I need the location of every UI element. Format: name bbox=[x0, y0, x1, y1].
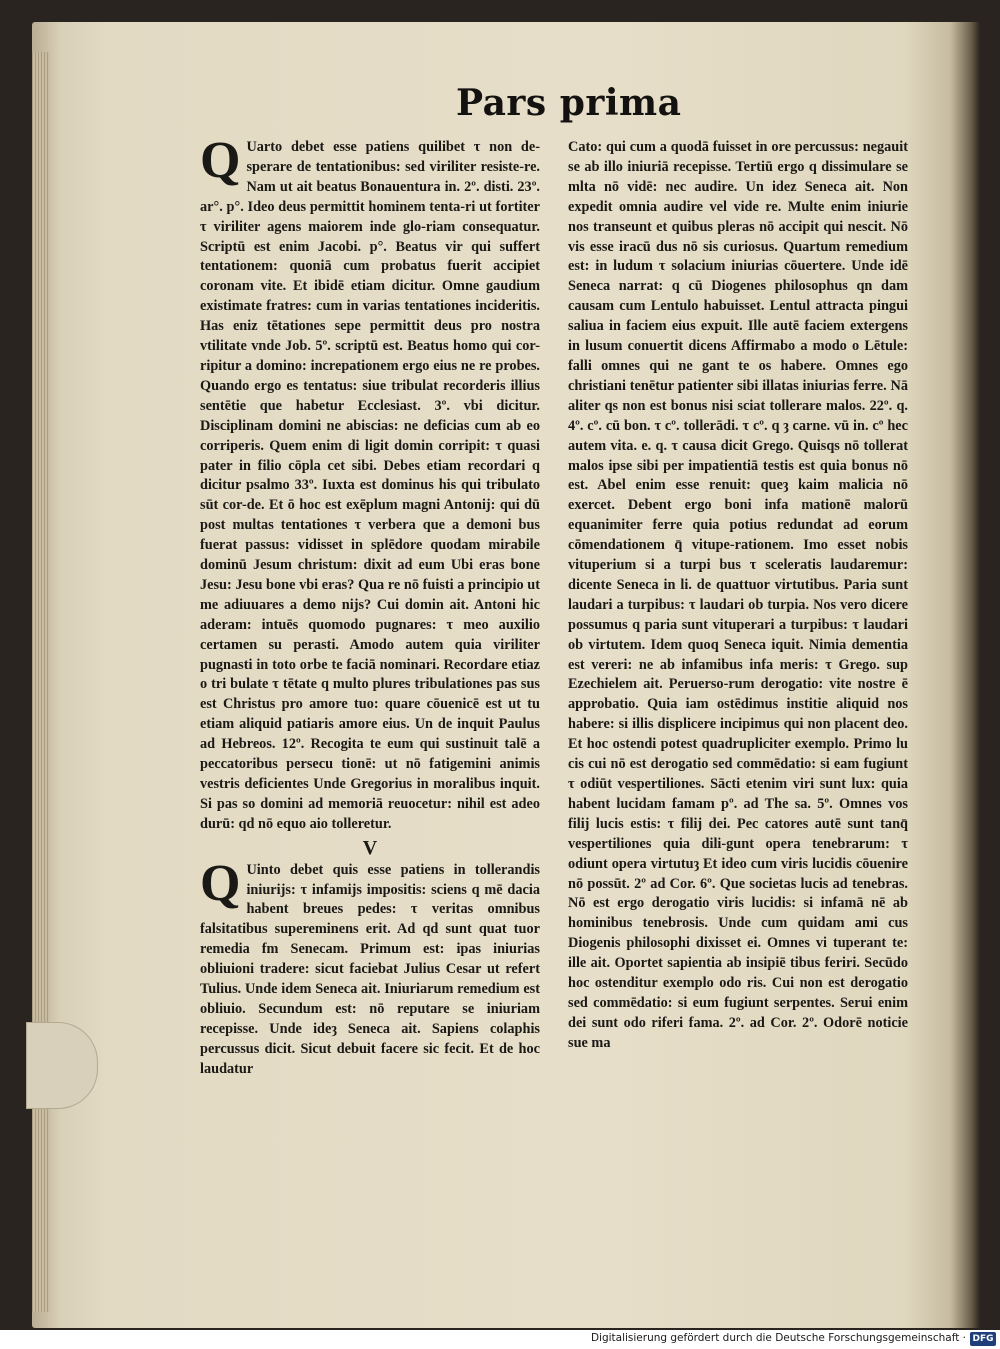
initial-letter: Q bbox=[200, 132, 241, 189]
right-column-text: Cato: qui cum a quodā fuisset in ore percussus: negauit se ab illo iniuriā recepisse. Tertiū ergo q dissimulare se mlta nō vidē: nec audire. Un idez Seneca ait. Non expedit omnia audire vel vide re. Multe enim iniurie nos transeunt et quibus pleras nō accipit qui nescit. Nō vis esse iracū dus nō sis curiosus. Quartum remedium est: in ludum τ solacium iniurias cōuertere. Unde idē Seneca narrat: q cū Diogenes philosophus qn dam causam cum Lentulo habuisset. Lentul attracta pingui saliua in faciem eius expuit. Ille autē faciem extergens in lusum conuertit dicens Affirmabo a modo o Lētule: falli omnes qui ne gant te os habere. Omnes ego christiani tenētur patienter sibi illatas iniurias ferre. Nā aliter qs non est bonus nisi sciat tollerare malos. 22º. q. 4º. cº. cū bon. τ cº. tollerādi. τ cº. q ȝ carne. vū in. cº hec autem vita. e. q. τ causa dicit Grego. Quisqs nō tollerat malos ipse sibi per impatientiā testis est quia bonus nō est. Abel enim esse renuit: queȝ kaim malicia nō exercet. Debent ergo boni infa mationē malorū equanimiter ferre quia potius redundat ad eorum cōmendationem q̄ vitupe-rationem. Imo esset nobis vituperium si a turpi bus τ sceleratis laudaremur: dicente Seneca in li. de quattuor virtutibus. Paria sunt laudari a turpibus: τ laudari ob turpia. Nos vero dicere possumus q paria sunt vituperari a turpibus: τ laudari ob virtutem. Idem quoq Seneca iquit. Nimia dementia est vereri: ne ab infamibus infa meris: τ Grego. sup Ezechielem ait. Peruerso-rum derogatio: vite nostre ē approbatio. Quia iam ostēdimus institie aliquid nos habere: si illis displicere incipimus qui non placent deo. Et hoc ostendi potest quadrupliciter exemplo. Primo lu cis cui nō est derogatio sed commēdatio: si eam fugiunt τ odiūt vespertiliones. Sācti etenim viri sunt lux: quia habent lucidam famam pº. ad The sa. 5º. Omnes vos filij lucis estis: τ filij dei. Pec catores autē sunt tanq̄ vespertiliones quia dili-gunt opera tenebrarum: τ odiunt opera virtutuȝ Et ideo cum viris lucidis cōuenire nō possūt. 2º ad Cor. 6º. Que societas lucis ad tenebras. Nō est ergo derogatio viris lucidis: si infamā nē ab hominibus tenebrosis. Unde cum quidam ami cus Diogenis philosophi dixisset ei. Omnes vi tuperant te: ille ait. Oportet sapientia ab insipiē tibus feriri. Secūdo hoc ostenditur exemplo odo ris. Cui non est derogatio sed commēdatio: si eum fugiunt serpentes. Serui enim dei sunt odo riferi fama. 2º. ad Cor. 2º. Odorē noticie sue ma bbox=[568, 139, 908, 1051]
right-column bbox=[568, 138, 908, 1054]
funding-notice: Digitalisierung gefördert durch die Deutsche Forschungsgemeinschaft · bbox=[590, 1332, 966, 1344]
paragraph-quinto bbox=[200, 854, 540, 1080]
paragraph-quarto bbox=[200, 132, 540, 835]
running-head: Pars prima bbox=[456, 82, 682, 124]
paragraph-text: Uarto debet esse patiens quilibet τ non de-sperare de tentationibus: sed viriliter resiste-re. Nam ut ait beatus Bonauentura in. 2º. disti. 23º. ar°. p°. Ideo deus permittit hominem tenta-ri ut fortiter τ viriliter agens maiorem inde glo-riam consequatur. Scriptū est enim Jacobi. p°. Beatus vir qui suffert tentationem: quoniā cum probatus fuerit accipiet coronam vite. Et ibidē etiam dicitur. Omne gaudium existimate fratres: cum in varias tentationes incideritis. Has eniz tētationes sepe permittit deus pro nostra vtilitate vnde Job. 5º. scriptū est. Beatus homo qui cor-ripitur a domino: increpationem ergo eius ne re probes. Quando ergo es tentatus: siue tribulat recorderis illius sentētie que habetur Ecclesiast. 3º. vbi dicitur. Disciplinam domini ne abiscias: ne deficias cum ab eo corriperis. Quem enim di ligit domin corripit: τ quasi pater in filio cōpla cet sibi. Debes etiam recordari q dicitur psalmo 33º. Iuxta est dominus his qui tribulato sūt cor-de. Et ō hoc est exēplum magni Antonij: qui dū post multas tentationes τ verbera que a demoni bus fuerat passus: vidisset in splēdore quodam mirabile dominū Jesum christum: dixit ad eum Ubi eras bone Jesu: Jesu bone vbi eras? Qua re nō fuisti a principio ut me adiuuares a demo nijs? Cui domin ait. Antoni hic aderam: intuēs quomodo pugnares: τ meo auxilio certamen su perasti. Amodo autem quia viriliter pugnasti in toto orbe te faciā nominari. Recordare etiaz o tri bulate τ tētate q multo plures tribulationes pas sus est Christus pro amore tuo: quare cōuenicē est ut tu etiam aliquid patiaris amore eius. Un de inquit Paulus ad Hebreos. 12º. Recogita te eum qui sustinuit talē a peccatoribus persecu tionē: ut nō fatigemini animis vestris deficientes Unde Gregorius in moralibus inquit. Si pas so domini ad memoriā reuocetur: nihil est adeo durū: qd nō equo aio tolleretur. bbox=[200, 139, 540, 832]
paragraph-text: Uinto debet quis esse patiens in tollerandis iniurijs: τ infamijs impositis: sciens q mē dacia habent breues pedes: τ veritas omnibus falsitatibus supereminens erit. Ad qd sunt quat tuor remedia fm Senecam. Primum est: ipas iniurias obliuioni tradere: sicut faciebat Julius Cesar ut refert Tulius. Unde idem Seneca ait. Iniuriarum remedium est obliuio. Secundum est: nō reputare se iniuriam recepisse. Unde ideȝ Seneca ait. Sapiens colaphis percussus dicit. Sicut debuit facere sic fecit. Et de hoc laudatur bbox=[200, 861, 540, 1077]
page-tab bbox=[26, 1022, 98, 1109]
section-mark: V bbox=[362, 836, 378, 859]
left-column bbox=[200, 132, 540, 1080]
footer-bar bbox=[0, 1330, 1000, 1349]
dfg-logo: DFG bbox=[970, 1332, 996, 1346]
page-edge bbox=[32, 52, 50, 1312]
initial-letter: Q bbox=[200, 854, 241, 912]
binding-gutter bbox=[950, 22, 980, 1328]
